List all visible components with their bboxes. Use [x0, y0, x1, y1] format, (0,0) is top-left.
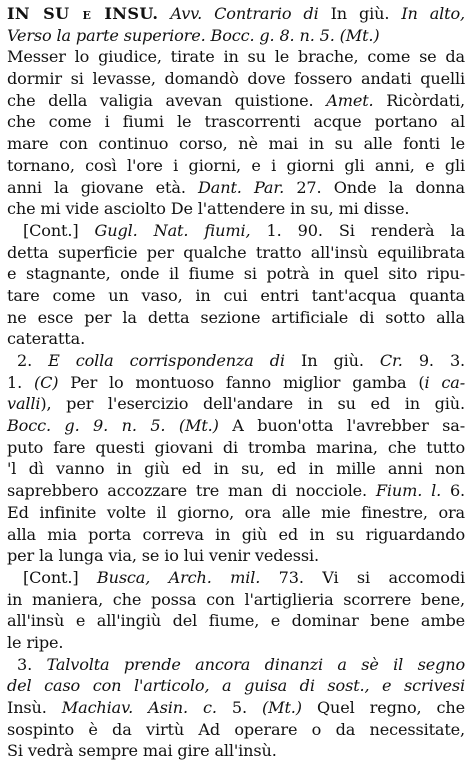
text-run: 27. Onde la donna: [284, 177, 465, 197]
text-run: ), per l'esercizio dell'andare in su ed in giù.: [40, 394, 465, 414]
italic-text: Gugl. Nat. fiumi,: [94, 220, 251, 240]
text-line: [7, 393, 465, 415]
text-run: Ed infinite volte il giorno, ora alle mie finestre, ora: [7, 502, 465, 522]
text-run: in maniera, che possa con l'artiglieria scorrere bene,: [7, 589, 465, 609]
text-line: [7, 328, 465, 350]
text-run: 3.: [17, 654, 47, 674]
text-line: [7, 458, 465, 480]
italic-text: Machiav. Asin. c.: [61, 698, 217, 717]
italic-text: Verso la parte superiore. Bocc. g. 8. n. 5. (Mt.): [7, 25, 380, 45]
text-line: [7, 610, 465, 632]
italic-text: Cr.: [379, 351, 403, 370]
text-run: 1.: [7, 372, 34, 392]
text-line: [7, 307, 465, 329]
text-run: In giù.: [284, 351, 380, 370]
text-line: [7, 654, 465, 676]
text-run: [158, 4, 170, 23]
italic-text: Fium. l.: [375, 481, 442, 501]
text-line: [7, 198, 465, 220]
text-line: [7, 68, 465, 90]
text-line: [7, 632, 465, 654]
text-run: Per lo montuoso fanno miglior gamba (: [58, 372, 425, 392]
text-run: all'insù e all'ingiù del fiume, e dominar bene ambe: [7, 611, 465, 631]
text-run: anni la giovane età.: [7, 177, 199, 197]
text-run: ne esce per la detta sezione artificiale di sotto alla: [7, 307, 465, 327]
text-run: le ripe.: [7, 632, 64, 652]
text-run: 5.: [216, 698, 263, 717]
text-run: mare con continuo corso, nè mai in su alle fonti le: [7, 134, 465, 154]
text-line: [7, 285, 465, 307]
text-line: [7, 524, 465, 546]
text-line: [7, 3, 465, 25]
text-run: che mi vide asciolto De l'attendere in su, mi disse.: [7, 199, 410, 219]
text-run: Messer lo giudice, tirate in su le brache, come se da: [7, 47, 465, 67]
text-run: alla mia porta correva in giù ed in su riguardando: [7, 524, 465, 544]
text-line: [7, 415, 465, 437]
italic-text: Bocc. g. 9. n. 5. (Mt.): [7, 416, 219, 436]
italic-text: (Mt.): [262, 698, 302, 717]
text-run: per la lunga via, se io lui venir vedessi.: [7, 546, 319, 566]
text-run: 'l dì vanno in giù ed in su, ed in mille anni non: [7, 459, 465, 479]
text-line: [7, 263, 465, 285]
text-run: Quel regno, che: [301, 698, 465, 717]
italic-text: In alto,: [401, 4, 466, 23]
italic-text: del caso con l'articolo, a guisa di sost., e scrivesi: [7, 676, 465, 696]
text-run: [Cont.]: [23, 220, 95, 240]
text-line: [7, 502, 465, 524]
text-line: [7, 350, 465, 372]
text-run: puto fare questi giovani di tromba marina, che tutto: [7, 437, 465, 457]
dictionary-entry: [7, 3, 466, 761]
text-line: [7, 697, 465, 719]
italic-text: i ca-: [424, 372, 465, 392]
text-line: [7, 437, 465, 459]
text-run: Si vedrà sempre mai gire all'insù.: [7, 741, 277, 761]
text-run: [Cont.]: [23, 567, 97, 587]
text-line: [7, 242, 465, 264]
text-line: [7, 480, 465, 502]
italic-text: Busca, Arch. mil.: [96, 567, 261, 587]
text-run: saprebbero accozzare tre man di nocciole.: [7, 481, 376, 501]
entry-text: [7, 3, 465, 762]
text-run: che come i fiumi le trascorrenti acque portano al: [7, 112, 465, 132]
text-run: 2.: [17, 351, 49, 370]
text-run: 6.: [441, 481, 465, 501]
text-line: [7, 90, 465, 112]
text-line: [7, 567, 465, 589]
italic-text: Avv. Contrario di: [170, 4, 319, 23]
text-run: Ricòrdati,: [373, 90, 465, 110]
text-line: [7, 545, 465, 567]
italic-text: Amet.: [326, 90, 374, 110]
text-run: In giù.: [318, 4, 402, 23]
text-run: cateratta.: [7, 329, 86, 349]
italic-text: Talvolta prende ancora dinanzi a sè il segno: [46, 654, 465, 674]
text-run: 1. 90. Si renderà la: [250, 220, 465, 240]
text-run: 73. Vi si accomodi: [260, 567, 465, 587]
text-run: Insù.: [7, 698, 62, 717]
headword: IN SU e INSU.: [7, 4, 159, 23]
text-run: tornano, così l'ore i giorni, e i giorni gli anni, e gli: [7, 155, 465, 175]
text-line: [7, 675, 465, 697]
italic-text: (C): [33, 372, 59, 392]
text-run: A buon'otta l'avrebber sa-: [218, 416, 465, 436]
text-line: [7, 46, 465, 68]
text-run: 9. 3.: [402, 351, 465, 370]
text-line: [7, 133, 465, 155]
text-run: detta superficie per qualche tratto all'insù equilibrata: [7, 242, 465, 262]
text-run: sospinto è da virtù Ad operare o da necessitate,: [7, 719, 465, 739]
italic-text: Dant. Par.: [198, 177, 285, 197]
text-run: tare come un vaso, in cui entri tant'acqua quanta: [7, 285, 465, 305]
text-run: che della valigia avevan quistione.: [7, 90, 327, 110]
italic-text: E colla corrispondenza di: [48, 351, 285, 370]
italic-text: valli: [7, 394, 41, 414]
text-line: [7, 589, 465, 611]
text-line: [7, 220, 465, 242]
text-run: e stagnante, onde il fiume si potrà in quel sito ripu-: [7, 264, 465, 284]
text-line: [7, 177, 465, 199]
text-line: [7, 719, 465, 741]
text-run: dormir si levasse, domandò dove fossero andati quelli: [7, 69, 465, 89]
text-line: [7, 740, 465, 762]
text-line: [7, 111, 465, 133]
text-line: [7, 155, 465, 177]
text-line: [7, 25, 465, 47]
text-line: [7, 372, 465, 394]
